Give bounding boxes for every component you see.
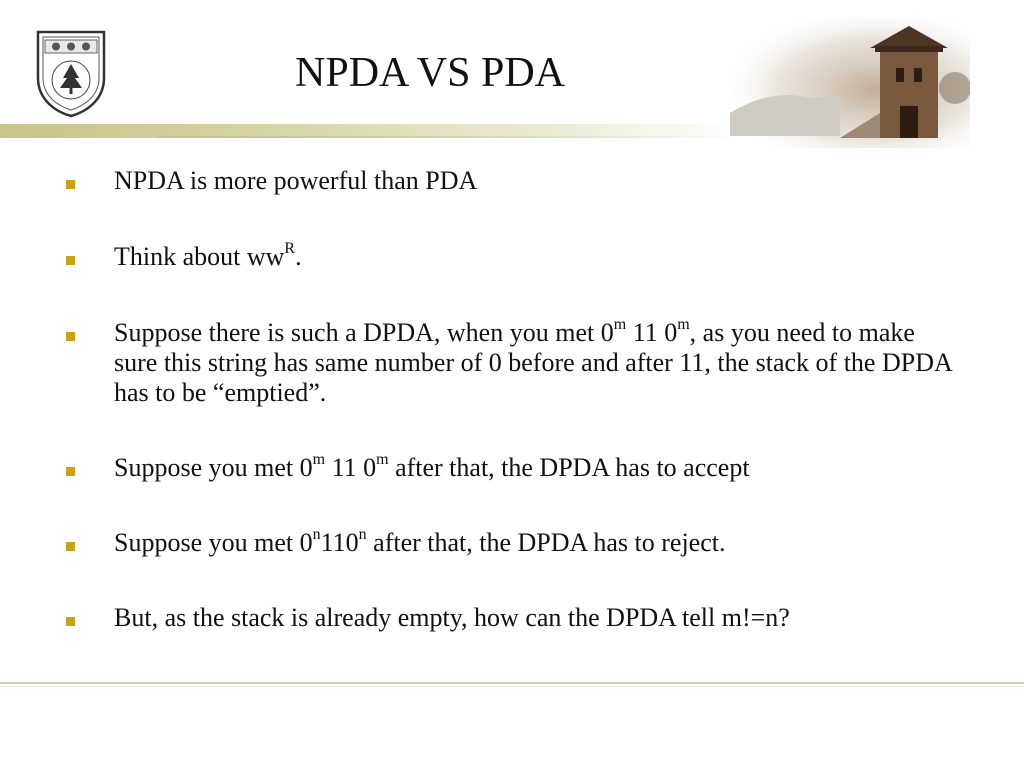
bullet-text: But, as the stack is already empty, how can the DPDA tell m!=n?: [114, 603, 790, 632]
superscript: n: [312, 526, 321, 544]
square-bullet-icon: [66, 467, 75, 476]
bullet-item: [64, 453, 964, 483]
bullet-text: after that, the DPDA has to reject.: [366, 528, 726, 557]
footer-rule: [0, 682, 1024, 684]
bullet-item: [64, 242, 964, 272]
bullet-text: Think about ww: [114, 242, 285, 271]
bullet-text: , as you need to make sure this string has same number of 0 before and after 11, the stack of the DPDA has to be “emptied”.: [114, 318, 952, 407]
bullet-list: [64, 166, 964, 633]
slide-title: NPDA VS PDA: [295, 50, 565, 96]
bullet-text: 11 0: [325, 453, 377, 482]
bullet-text: after that, the DPDA has to accept: [388, 453, 750, 482]
superscript: m: [312, 451, 326, 469]
header-rule-accent: [158, 136, 738, 138]
bullet-text: 110: [320, 528, 359, 557]
bullet-item: [64, 528, 964, 558]
bullet-text: NPDA is more powerful than PDA: [114, 166, 478, 195]
square-bullet-icon: [66, 617, 75, 626]
bullet-text: Suppose there is such a DPDA, when you met 0: [114, 318, 614, 347]
bullet-item: [64, 318, 964, 408]
superscript: m: [376, 451, 389, 469]
bullet-text: Suppose you met 0: [114, 453, 313, 482]
bullet-text: .: [295, 242, 302, 271]
square-bullet-icon: [66, 542, 75, 551]
superscript: m: [613, 316, 627, 334]
bullet-item: [64, 603, 964, 633]
footer-rule-secondary: [0, 686, 1024, 687]
superscript: R: [284, 240, 296, 258]
bullet-text: 11 0: [626, 318, 678, 347]
bullet-text: Suppose you met 0: [114, 528, 313, 557]
superscript: m: [677, 316, 690, 334]
square-bullet-icon: [66, 332, 75, 341]
square-bullet-icon: [66, 180, 75, 189]
superscript: n: [358, 526, 367, 544]
bullet-item: [64, 166, 964, 196]
square-bullet-icon: [66, 256, 75, 265]
ancient-tower-photo: [730, 18, 970, 148]
